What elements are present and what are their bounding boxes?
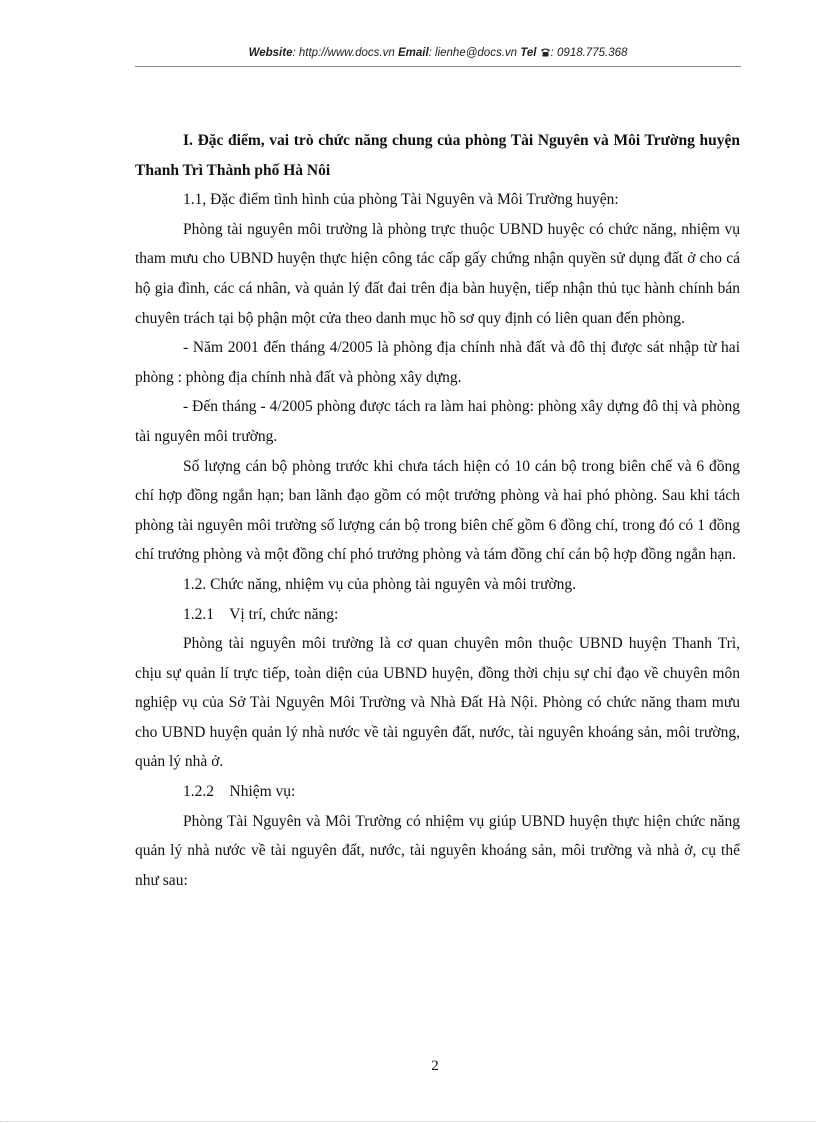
section-heading: I. Đặc điểm, vai trò chức năng chung của phòng Tài Nguyên và Môi Trường huyện Thanh Trì Thành phố Hà Nôi: [135, 132, 740, 179]
document-body: [135, 126, 740, 895]
website-value: : http://www.docs.vn: [292, 47, 395, 59]
paragraph: Phòng tài nguyên môi trường là cơ quan chuyên môn thuộc UBND huyện Thanh Trì, chịu sự quản lí trực tiếp, toàn diện của UBND huyện, đồng thời chịu sự chỉ đạo về chuyên môn nghiệp vụ của Sở Tài Nguyên Môi Trường và Nhà Đất Hà Nội. Phòng có chức năng tham mưu cho UBND huyện quản lý nhà nước về tài nguyên đất, nước, tài nguyên khoáng sản, môi trường, quản lý nhà ở.: [135, 635, 740, 771]
email-label: Email: [397, 47, 429, 59]
email-value: : lienhe@docs.vn: [428, 47, 518, 59]
page-header: [135, 47, 741, 59]
header-divider: [135, 66, 741, 67]
website-label: Website: [248, 47, 293, 59]
paragraph: Phòng Tài Nguyên và Môi Trường có nhiệm vụ giúp UBND huyện thực hiện chức năng quản lý nhà nước về tài nguyên đất, nước, tài nguyên khoáng sản, môi trường và nhà ở, cụ thể như sau:: [135, 812, 740, 889]
paragraph: 1.2. Chức năng, nhiệm vụ của phòng tài nguyên và môi trường.: [183, 575, 577, 593]
page-bottom-border: [0, 1121, 816, 1122]
paragraph: Số lượng cán bộ phòng trước khi chưa tách hiện có 10 cán bộ trong biên chế và 6 đồng chí hợp đồng ngắn hạn; ban lãnh đạo gồm có một trưởng phòng và hai phó phòng. Sau khi tách phòng tài nguyên môi trường số lượng cán bộ trong biên chế gồm 6 đồng chí, trong đó có 1 đồng chí trưởng phòng và một đồng chí phó trưởng phòng và tám đồng chí cán bộ hợp đồng ngắn hạn.: [135, 457, 740, 564]
paragraph: - Năm 2001 đến tháng 4/2005 là phòng địa chính nhà đất và đô thị được sát nhập từ hai phòng : phòng địa chính nhà đất và phòng xây dựng.: [135, 339, 740, 386]
paragraph: 1.2.1 Vị trí, chức năng:: [183, 605, 339, 623]
paragraph: Phòng tài nguyên môi trường là phòng trực thuộc UBND huyệc có chức năng, nhiệm vụ tham mưu cho UBND huyện thực hiện công tác cấp gấy chứng nhận quyền sử dụng đất ở cho cá hộ gia đình, các cá nhân, và quản lý đất đai trên địa bàn huyện, tiếp nhận thủ tục hành chính bán chuyên trách tại bộ phận một cửa theo danh mục hồ sơ quy định có liên quan đến phòng.: [135, 220, 740, 327]
paragraph: - Đến tháng - 4/2005 phòng được tách ra làm hai phòng: phòng xây dựng đô thị và phòng tài nguyên môi trường.: [135, 398, 740, 445]
tel-value: : 0918.775.368: [550, 47, 628, 59]
paragraph: 1.2.2 Nhiệm vụ:: [183, 783, 296, 801]
telephone-icon: [540, 47, 551, 59]
paragraph: 1.1, Đặc điểm tình hình của phòng Tài Nguyên và Môi Trường huyện:: [183, 191, 619, 209]
tel-label: Tel: [520, 47, 537, 59]
page-number: 2: [431, 1058, 439, 1074]
